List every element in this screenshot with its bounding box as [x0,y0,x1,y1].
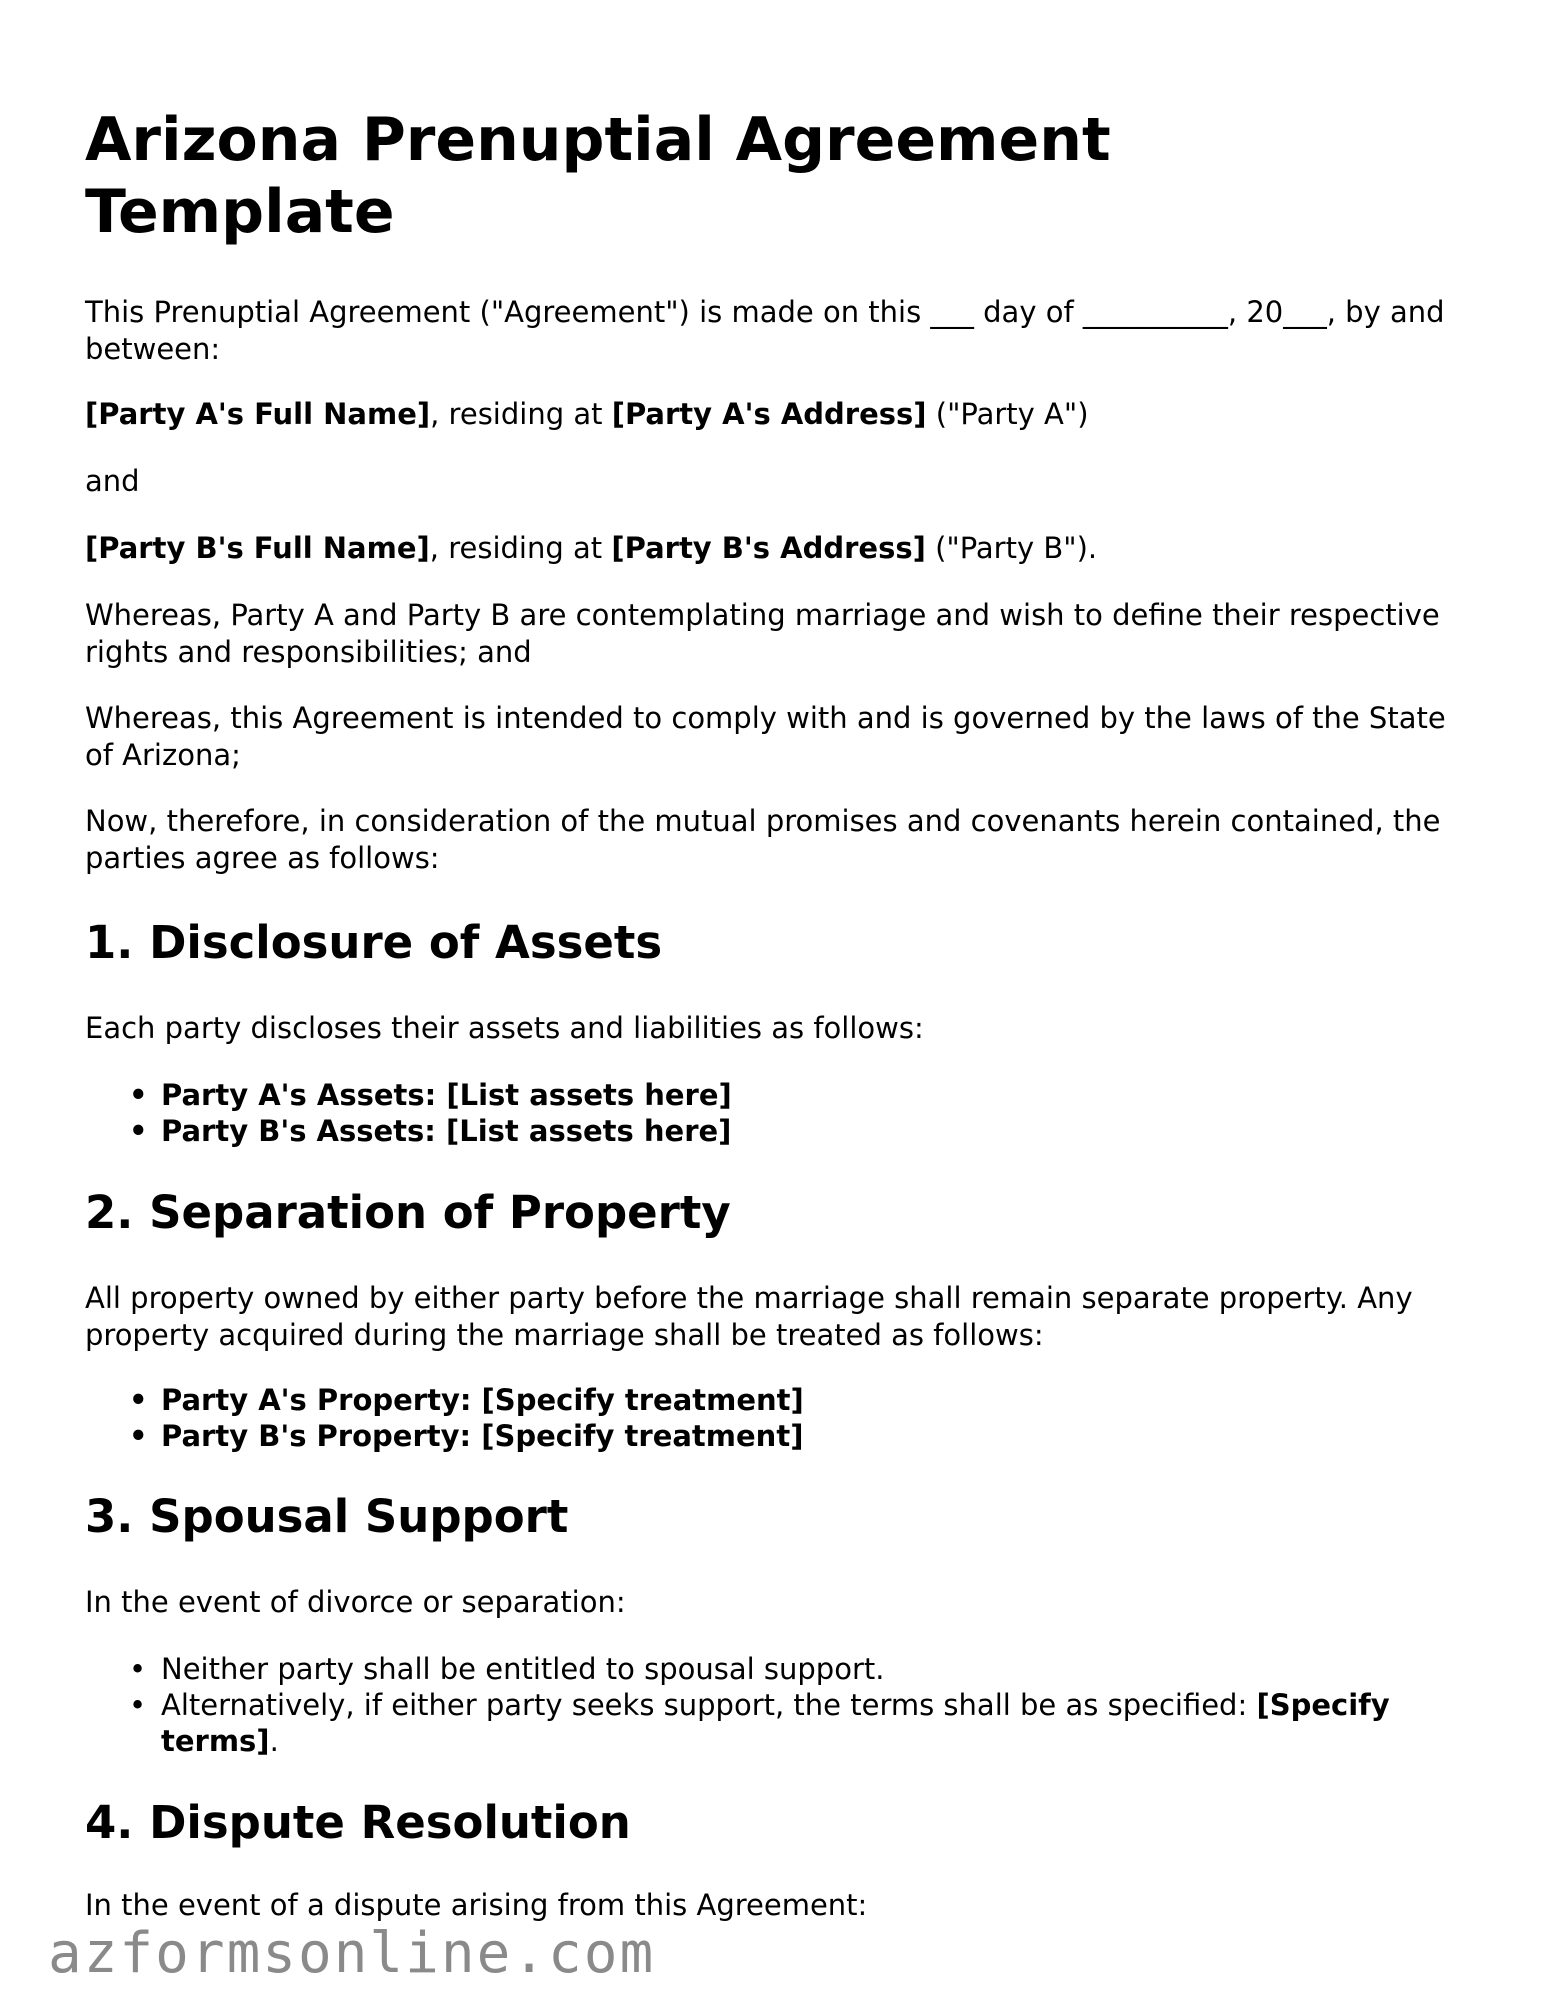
party-a-name: [Party A's Full Name] [85,397,431,431]
list-item: • Party B's Property: [Specify treatment] [161,1418,1475,1454]
section-heading-dispute-resolution: 4. Dispute Resolution [85,1796,631,1849]
party-b-name: [Party B's Full Name] [85,531,430,565]
party-a-tail: ("Party A") [926,397,1089,431]
party-b-tail: ("Party B"). [925,531,1098,565]
list-item: • Neither party shall be entitled to spousal support. [161,1651,1475,1687]
party-b-address: [Party B's Address] [611,531,926,565]
section-body-dispute-resolution: In the event of a dispute arising from this Agreement: [85,1888,868,1922]
list-item: • Party A's Property: [Specify treatment] [161,1382,1475,1418]
party-b-line [85,530,1475,567]
list-item [161,1687,1475,1759]
now-therefore-paragraph: Now, therefore, in consideration of the mutual promises and covenants herein contained, the parties agree as follows: [85,804,1441,875]
section-heading-spousal-support: 3. Spousal Support [85,1490,569,1543]
whereas-paragraph-1: Whereas, Party A and Party B are contemplating marriage and wish to define their respective rights and responsibilities; and [85,598,1440,669]
party-a-line [85,396,1475,433]
specify-terms-placeholder: [Specify terms] [161,1688,1390,1758]
party-a-address: [Party A's Address] [611,397,927,431]
list-item-text: Alternatively, if either party seeks support, the terms shall be as specified: [161,1688,1257,1722]
list-item: • Party B's Assets: [List assets here] [161,1113,1475,1149]
and-text: and [85,464,140,498]
intro-paragraph: This Prenuptial Agreement ("Agreement") is made on this ___ day of __________, 20___, by and between: [85,295,1445,366]
separation-list [85,1382,1475,1454]
document-title: Arizona Prenuptial Agreement Template [85,105,1111,247]
section-body-separation: All property owned by either party before the marriage shall remain separate property. Any property acquired during the marriage shall be treated as follows: [85,1281,1413,1352]
list-item: • Party A's Assets: [List assets here] [161,1077,1475,1113]
section-heading-separation: 2. Separation of Property [85,1186,731,1239]
party-b-residing: , residing at [429,531,612,565]
list-item-tail: . [269,1724,279,1758]
spousal-support-list [85,1651,1475,1759]
disclosure-list [85,1077,1475,1149]
section-heading-disclosure: 1. Disclosure of Assets [85,916,663,969]
whereas-paragraph-2: Whereas, this Agreement is intended to comply with and is governed by the laws of the State of Arizona; [85,701,1446,772]
watermark: azformsonline.com [48,1921,656,1986]
section-body-disclosure: Each party discloses their assets and liabilities as follows: [85,1011,924,1045]
party-a-residing: , residing at [430,397,612,431]
section-body-spousal-support: In the event of divorce or separation: [85,1585,626,1619]
